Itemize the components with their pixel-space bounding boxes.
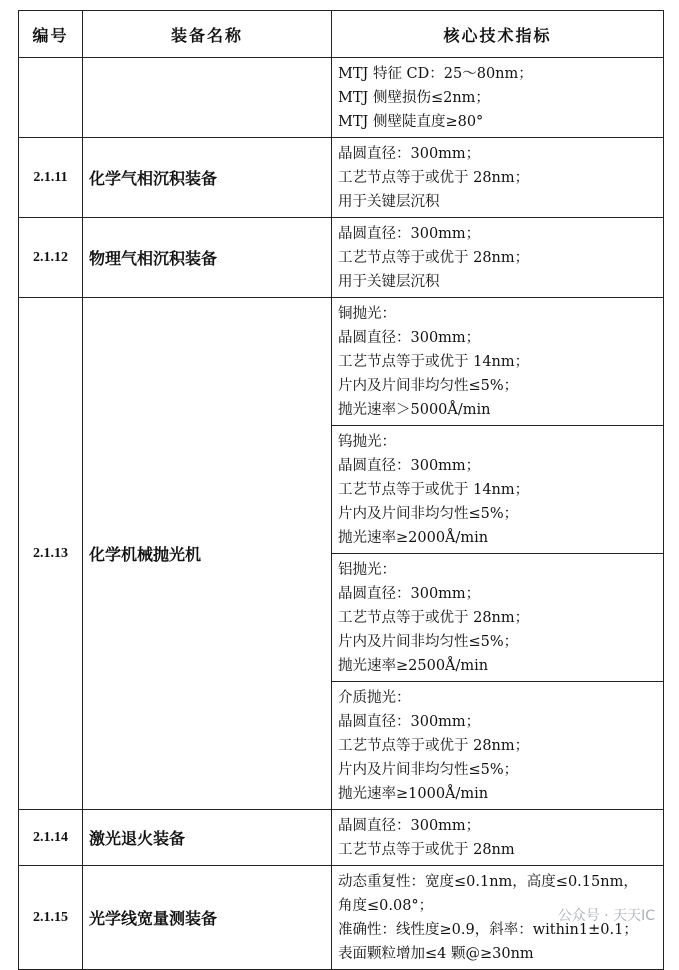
spec-cell <box>332 810 664 866</box>
spec-line: 抛光速率≥2500Å/min <box>338 658 489 674</box>
spec-line: 抛光速率≥1000Å/min <box>338 786 489 802</box>
spec-line: 介质抛光： <box>338 690 411 706</box>
spec-line: MTJ 侧壁损伤≤2nm； <box>338 90 490 106</box>
header-specs: 核心技术指标 <box>332 11 664 58</box>
spec-line: 晶圆直径：300mm； <box>338 586 481 602</box>
equipment-code: 2.1.12 <box>19 218 83 298</box>
spec-line: 晶圆直径：300mm； <box>338 458 481 474</box>
spec-line: 钨抛光： <box>338 434 396 450</box>
spec-line: 用于关键层沉积 <box>338 274 440 290</box>
table-row <box>19 810 664 866</box>
spec-line: 动态重复性：宽度≤0.1nm，高度≤0.15nm， <box>338 874 638 890</box>
spec-line: 片内及片间非均匀性≤5%； <box>338 634 519 650</box>
spec-cell <box>332 298 664 426</box>
equipment-code: 2.1.13 <box>19 298 83 810</box>
spec-cell <box>332 682 664 810</box>
spec-line: 抛光速率≥2000Å/min <box>338 530 489 546</box>
spec-line: 工艺节点等于或优于 28nm； <box>338 738 530 754</box>
spec-cell <box>332 554 664 682</box>
spec-cell <box>332 58 664 138</box>
spec-line: 角度≤0.08°； <box>338 898 434 914</box>
table-header-row <box>19 11 664 58</box>
spec-line: 铜抛光： <box>338 306 396 322</box>
spec-line: 工艺节点等于或优于 28nm； <box>338 610 530 626</box>
spec-cell <box>332 218 664 298</box>
spec-line: 片内及片间非均匀性≤5%； <box>338 506 519 522</box>
spec-line: 晶圆直径：300mm； <box>338 226 481 242</box>
spec-line: 工艺节点等于或优于 28nm； <box>338 170 530 186</box>
spec-line: 晶圆直径：300mm； <box>338 330 481 346</box>
equipment-spec-table <box>18 10 664 970</box>
spec-line: 铝抛光： <box>338 562 396 578</box>
spec-table-page <box>18 10 663 970</box>
spec-line: 工艺节点等于或优于 14nm； <box>338 354 530 370</box>
header-name: 装备名称 <box>83 11 332 58</box>
watermark: 公众号 · 天天IC <box>557 908 655 924</box>
spec-line: 准确性：线性度≥0.9，斜率：within1±0.1； <box>338 922 638 938</box>
spec-line: MTJ 特征 CD：25～80nm； <box>338 66 533 82</box>
spec-cell <box>332 426 664 554</box>
equipment-code: 2.1.15 <box>19 866 83 970</box>
equipment-name: 激光退火装备 <box>83 810 332 866</box>
spec-line: 用于关键层沉积 <box>338 194 440 210</box>
spec-line: 工艺节点等于或优于 28nm <box>338 842 515 858</box>
spec-cell <box>332 138 664 218</box>
table-row <box>19 58 664 138</box>
spec-line: 片内及片间非均匀性≤5%； <box>338 378 519 394</box>
header-code: 编号 <box>19 11 83 58</box>
table-row <box>19 218 664 298</box>
spec-line: 晶圆直径：300mm； <box>338 818 481 834</box>
spec-line: MTJ 侧壁陡直度≥80° <box>338 114 484 130</box>
equipment-name: 物理气相沉积装备 <box>83 218 332 298</box>
spec-line: 工艺节点等于或优于 28nm； <box>338 250 530 266</box>
spec-line: 片内及片间非均匀性≤5%； <box>338 762 519 778</box>
spec-line: 晶圆直径：300mm； <box>338 146 481 162</box>
equipment-name <box>83 58 332 138</box>
equipment-name: 化学机械抛光机 <box>83 298 332 810</box>
spec-line: 工艺节点等于或优于 14nm； <box>338 482 530 498</box>
table-row <box>19 298 664 426</box>
spec-line: 晶圆直径：300mm； <box>338 714 481 730</box>
equipment-code: 2.1.11 <box>19 138 83 218</box>
equipment-code <box>19 58 83 138</box>
spec-line: 表面颗粒增加≤4 颗@≥30nm <box>338 946 534 962</box>
equipment-name: 光学线宽量测装备 <box>83 866 332 970</box>
equipment-code: 2.1.14 <box>19 810 83 866</box>
equipment-name: 化学气相沉积装备 <box>83 138 332 218</box>
spec-line: 抛光速率＞5000Å/min <box>338 402 491 418</box>
table-row <box>19 138 664 218</box>
